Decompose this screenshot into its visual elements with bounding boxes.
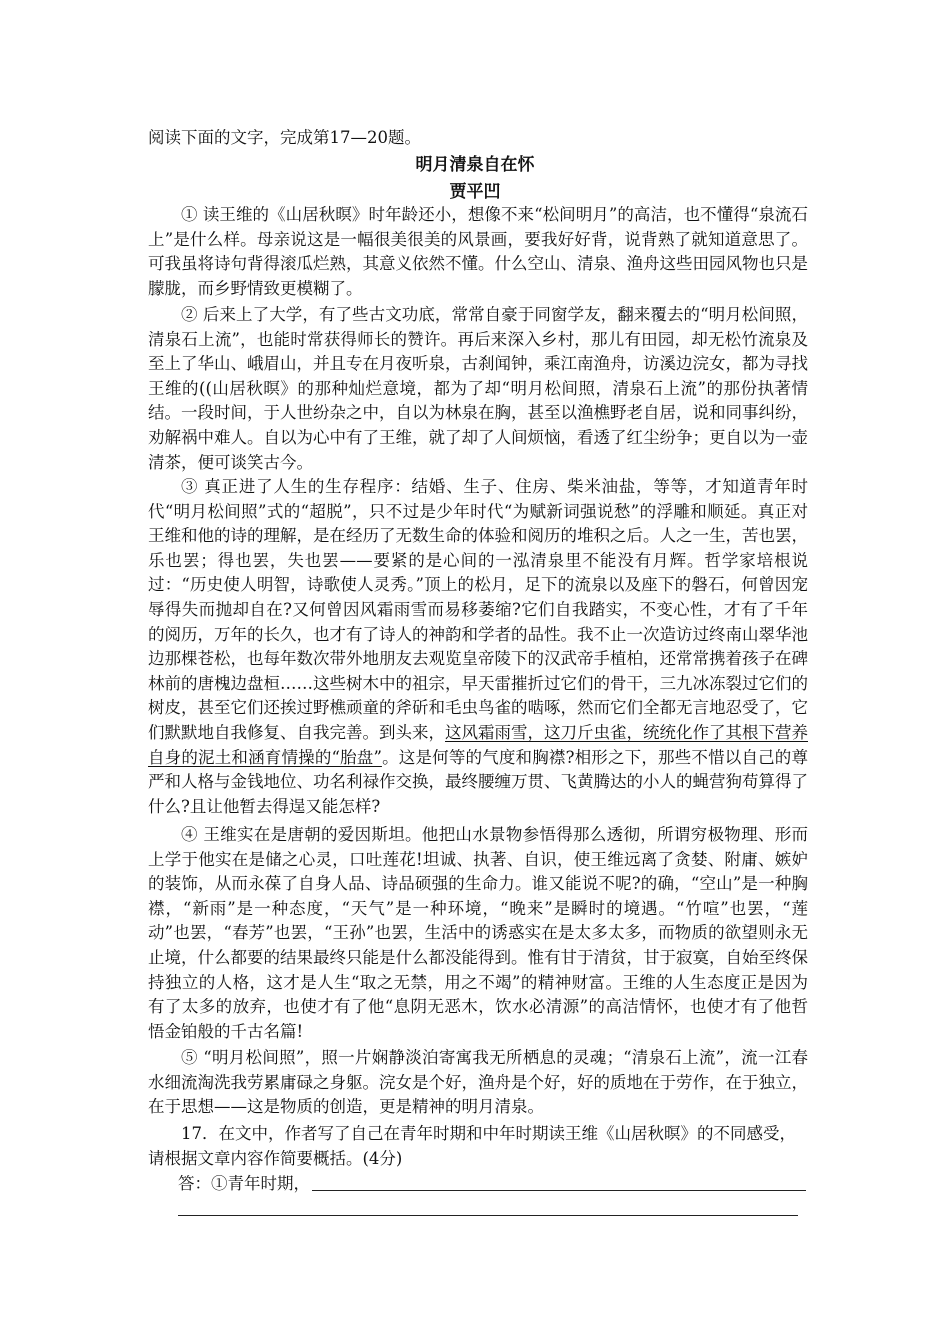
paragraph-4: ④ 王维实在是唐朝的爱因斯坦。他把山水景物参悟得那么透彻，所谓穷极物理、形而上学于他实在是储之心灵，口吐莲花!坦诚、执著、自识，使王维远离了贪婪、附庸、嫉妒的装饰，从而永葆了自身人品、诗品硕强的生命力。谁又能说不呢?的确，“空山”是一种胸襟，“新雨”是一种态度，“天气”是一种环境，“晚来”是瞬时的境遇。“竹喧”也罢，“莲动”也罢，“春芳”也罢，“王孙”也罢，生活中的诱惑实在是太多太多，而物质的欲望则永无止境，什么都要的结果最终只能是什么都没能得到。惟有甘于清贫，甘于寂寞，自始至终保持独立的人格，这才是人生“取之无禁，用之不竭”的精神财富。王维的人生态度正是因为有了太多的放弃，也使才有了他“息阴无恶木，饮水必清源”的高洁情怀，也使才有了他哲悟金铂般的千古名篇! [148, 825, 808, 1041]
paragraph-1: ① 读王维的《山居秋暝》时年龄还小，想像不来“松间明月”的高洁，也不懂得“泉流石上”是什么样。母亲说这是一幅很美很美的风景画，要我好好背，说背熟了就知道意思了。可我虽将诗句背得滚瓜烂熟，其意义依然不懂。什么空山、清泉、渔舟这些田园风物也只是朦胧，而乡野情致更模糊了。 [148, 205, 808, 298]
paragraph-3-text-a: ③ 真正进了人生的生存程序：结婚、生子、住房、柴米油盐，等等，才知道青年时代“明月松间照”式的“超脱”，只不过是少年时代“为赋新词强说愁”的浮雕和顺延。真正对王维和他的诗的理解，是在经历了无数生命的体验和阅历的堆积之后。人之一生，苦也罢，乐也罢；得也罢，失也罢——要紧的是心间的一泓清泉里不能没有月辉。哲学家培根说过：“历史使人明智，诗歌使人灵秀。”顶上的松月，足下的流泉以及座下的磐石，何曾因宠辱得失而抛却自在?又何曾因风霜雨雪而易移萎缩?它们自我踏实，不变心性，才有了千年的阅历，万年的长久，也才有了诗人的神韵和学者的品性。我不止一次造访过终南山翠华池边那棵苍松，也每年数次带外地朋友去观览皇帝陵下的汉武帝手植柏，还常常携着孩子在碑林前的唐槐边盘桓……这些树木中的祖宗，早天雷摧折过它们的骨干，三九冰冻裂过它们的树皮，甚至它们还挨过野樵顽童的斧斫和毛虫鸟雀的啮啄，然而它们全都无言地忍受了，它们默默地自我修复、自我完善。到头来， [148, 477, 808, 742]
article-author: 贾平凹 [449, 182, 501, 202]
paragraph-3 [148, 475, 808, 819]
article-title: 明月清泉自在怀 [415, 155, 535, 175]
answer-line-1[interactable] [312, 1190, 806, 1191]
underlined-sentence: 这风霜雨雪，这刀斤虫雀，统统化作了其根下营养自身的泥土和涵育情操的“胎盘” [148, 722, 808, 767]
paragraph-3-text-b: 。这是何等的气度和胸襟?相形之下，那些不惜以自己的尊严和人格与金钱地位、功名利禄作交换，最终腰缠万贯、飞黄腾达的小人的蝇营狗苟算得了什么?且让他暂去得逞又能怎样? [148, 747, 808, 816]
paragraph-5: ⑤ “明月松间照”，照一片娴静淡泊寄寓我无所栖息的灵魂；“清泉石上流”，流一江春水细流淘洗我劳累庸碌之身躯。浣女是个好，渔舟是个好，好的质地在于劳作，在于独立，在于思想——这是物质的创造，更是精神的明月清泉。 [148, 1048, 808, 1117]
reading-instruction: 阅读下面的文字，完成第17—20题。 [148, 128, 421, 147]
paragraph-2: ② 后来上了大学，有了些古文功底，常常自豪于同窗学友，翻来覆去的“明月松间照，清泉石上流”，也能时常获得师长的赞许。再后来深入乡村，那儿有田园，却无松竹流泉及至上了华山、峨眉山，并且专在月夜听泉，古刹闻钟，乘江南渔舟，访溪边浣女，都为寻找王维的((山居秋暝》的那种灿烂意境，都为了却“明月松间照，清泉石上流”的那份执著情结。一段时间，于人世纷杂之中，自以为林泉在胸，甚至以渔樵野老自居，说和同事纠纷，劝解祸中难人。自以为心中有了王维，就了却了人间烦恼，看透了红尘纷争；更自以为一壶清茶，便可谈笑古今。 [148, 305, 808, 472]
answer-line-2[interactable] [178, 1215, 798, 1216]
question-17: 17．在文中，作者写了自己在青年时期和中年时期读王维《山居秋暝》的不同感受，请根据文章内容作简要概括。(4分) [148, 1124, 796, 1168]
answer-prefix: 答：①青年时期， [178, 1174, 310, 1193]
